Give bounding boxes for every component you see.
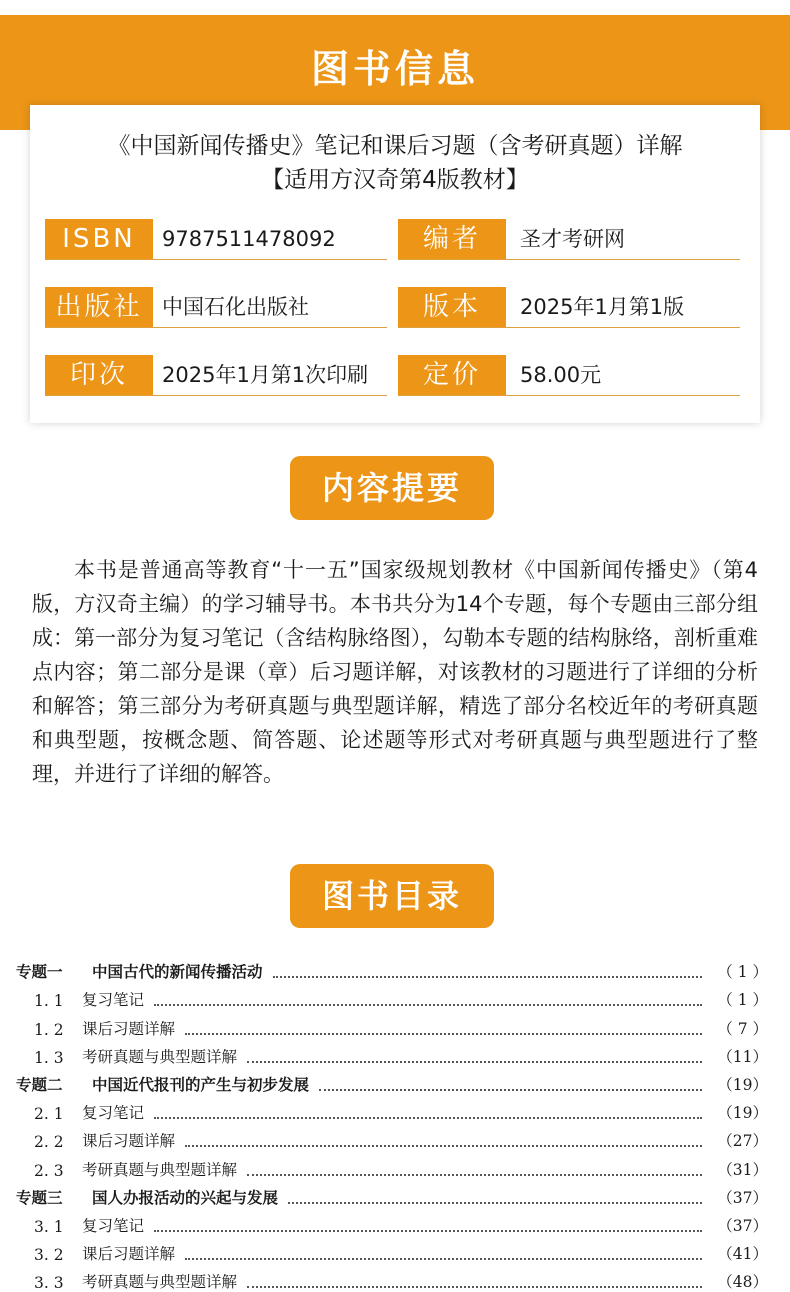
summary-text: 本书是普通高等教育“十一五”国家级规划教材《中国新闻传播史》（第4版，方汉奇主编）的学习辅导书。本书共分为14个专题，每个专题由三部分组成：第一部分为复习笔记（含结构脉络图），勾勒本专题的结构脉络，剖析重难点内容；第二部分是课（章）后习题详解，对该教材的习题进行了详细的分析和解答；第三部分为考研真题与典型题详解，精选了部分名校近年的考研真题和典型题，按概念题、简答题、论述题等形式对考研真题与典型题进行了整理，并进行了详细的解答。	[32, 558, 758, 786]
toc-title: 复习笔记	[82, 1104, 145, 1123]
editor-label: 编者	[398, 219, 506, 259]
toc-section-row	[16, 1208, 768, 1236]
toc-page-number: （31）	[717, 1160, 768, 1179]
toc-leader-dots	[319, 1073, 702, 1091]
toc-chapter-row	[16, 1180, 768, 1208]
toc-leader-dots	[273, 961, 702, 979]
price-label: 定价	[398, 355, 506, 395]
toc-number: 1. 3	[34, 1048, 64, 1067]
toc-page-number: （ 1 ）	[717, 963, 768, 982]
toc-leader-dots	[288, 1186, 702, 1204]
book-title-line2: 【适用方汉奇第4版教材】	[261, 167, 529, 193]
toc-leader-dots	[154, 989, 702, 1007]
isbn-field	[45, 219, 387, 260]
printing-field	[45, 355, 387, 396]
edition-value: 2025年1月第1版	[520, 295, 685, 319]
toc-number: 3. 3	[34, 1274, 64, 1292]
toc-number: 专题二	[16, 1075, 63, 1094]
edition-label: 版本	[398, 287, 506, 327]
toc-number: 3. 2	[34, 1246, 64, 1265]
editor-value: 圣才考研网	[520, 227, 625, 251]
toc-leader-dots	[185, 1243, 702, 1261]
printing-label: 印次	[45, 355, 153, 395]
book-title	[30, 129, 760, 197]
toc-page-number: （19）	[717, 1104, 768, 1123]
toc-section-row	[16, 1095, 768, 1123]
toc-section-row	[16, 1151, 768, 1179]
toc-section-row	[16, 982, 768, 1010]
book-title-line1: 《中国新闻传播史》笔记和课后习题（含考研真题）详解	[107, 133, 683, 159]
toc-section-row	[16, 1123, 768, 1151]
edition-field	[398, 287, 740, 328]
toc-number: 专题三	[16, 1188, 63, 1207]
toc-number: 1. 2	[34, 1020, 64, 1039]
toc-title: 课后习题详解	[82, 1019, 176, 1038]
toc-title: 课后习题详解	[82, 1245, 176, 1264]
toc-title: 中国近代报刊的产生与初步发展	[92, 1075, 310, 1094]
publisher-value: 中国石化出版社	[162, 295, 309, 319]
toc-heading: 图书目录	[290, 864, 494, 928]
editor-field	[398, 219, 740, 260]
publisher-label: 出版社	[45, 287, 153, 327]
printing-value: 2025年1月第1次印刷	[162, 363, 369, 387]
toc-section-row	[16, 1010, 768, 1038]
table-of-contents	[16, 954, 768, 1292]
isbn-value: 9787511478092	[162, 227, 336, 251]
toc-number: 2. 3	[34, 1161, 64, 1180]
toc-title: 考研真题与典型题详解	[82, 1160, 238, 1179]
toc-title: 复习笔记	[82, 1216, 145, 1235]
toc-title: 中国古代的新闻传播活动	[92, 963, 263, 982]
summary-heading: 内容提要	[290, 456, 494, 520]
toc-page-number: （41）	[717, 1245, 768, 1264]
toc-leader-dots	[154, 1214, 702, 1232]
isbn-label: ISBN	[45, 219, 153, 259]
toc-leader-dots	[247, 1271, 702, 1289]
publisher-field	[45, 287, 387, 328]
toc-title: 课后习题详解	[82, 1132, 176, 1151]
toc-leader-dots	[247, 1045, 702, 1063]
book-info-card	[30, 105, 760, 423]
toc-leader-dots	[154, 1102, 702, 1120]
toc-page-number: （ 7 ）	[717, 1019, 768, 1038]
toc-number: 3. 1	[34, 1217, 64, 1236]
toc-leader-dots	[185, 1017, 702, 1035]
toc-title: 复习笔记	[82, 991, 145, 1010]
price-value: 58.00元	[520, 363, 602, 387]
toc-page-number: （37）	[717, 1188, 768, 1207]
toc-title: 国人办报活动的兴起与发展	[92, 1188, 279, 1207]
price-field	[398, 355, 740, 396]
toc-page-number: （48）	[717, 1273, 768, 1292]
toc-chapter-row	[16, 954, 768, 982]
toc-page-number: （37）	[717, 1216, 768, 1235]
toc-number: 2. 2	[34, 1133, 64, 1152]
toc-page-number: （ 1 ）	[717, 991, 768, 1010]
toc-number: 1. 1	[34, 992, 64, 1011]
toc-page-number: （27）	[717, 1132, 768, 1151]
toc-leader-dots	[185, 1130, 702, 1148]
toc-number: 2. 1	[34, 1105, 64, 1124]
toc-section-row	[16, 1264, 768, 1292]
toc-section-row	[16, 1039, 768, 1067]
toc-number: 专题一	[16, 963, 63, 982]
toc-section-row	[16, 1236, 768, 1264]
toc-title: 考研真题与典型题详解	[82, 1273, 238, 1292]
toc-chapter-row	[16, 1067, 768, 1095]
toc-title: 考研真题与典型题详解	[82, 1047, 238, 1066]
toc-page-number: （11）	[717, 1047, 768, 1066]
section-title-book-info: 图书信息	[310, 47, 479, 91]
toc-leader-dots	[247, 1158, 702, 1176]
toc-page-number: （19）	[717, 1075, 768, 1094]
